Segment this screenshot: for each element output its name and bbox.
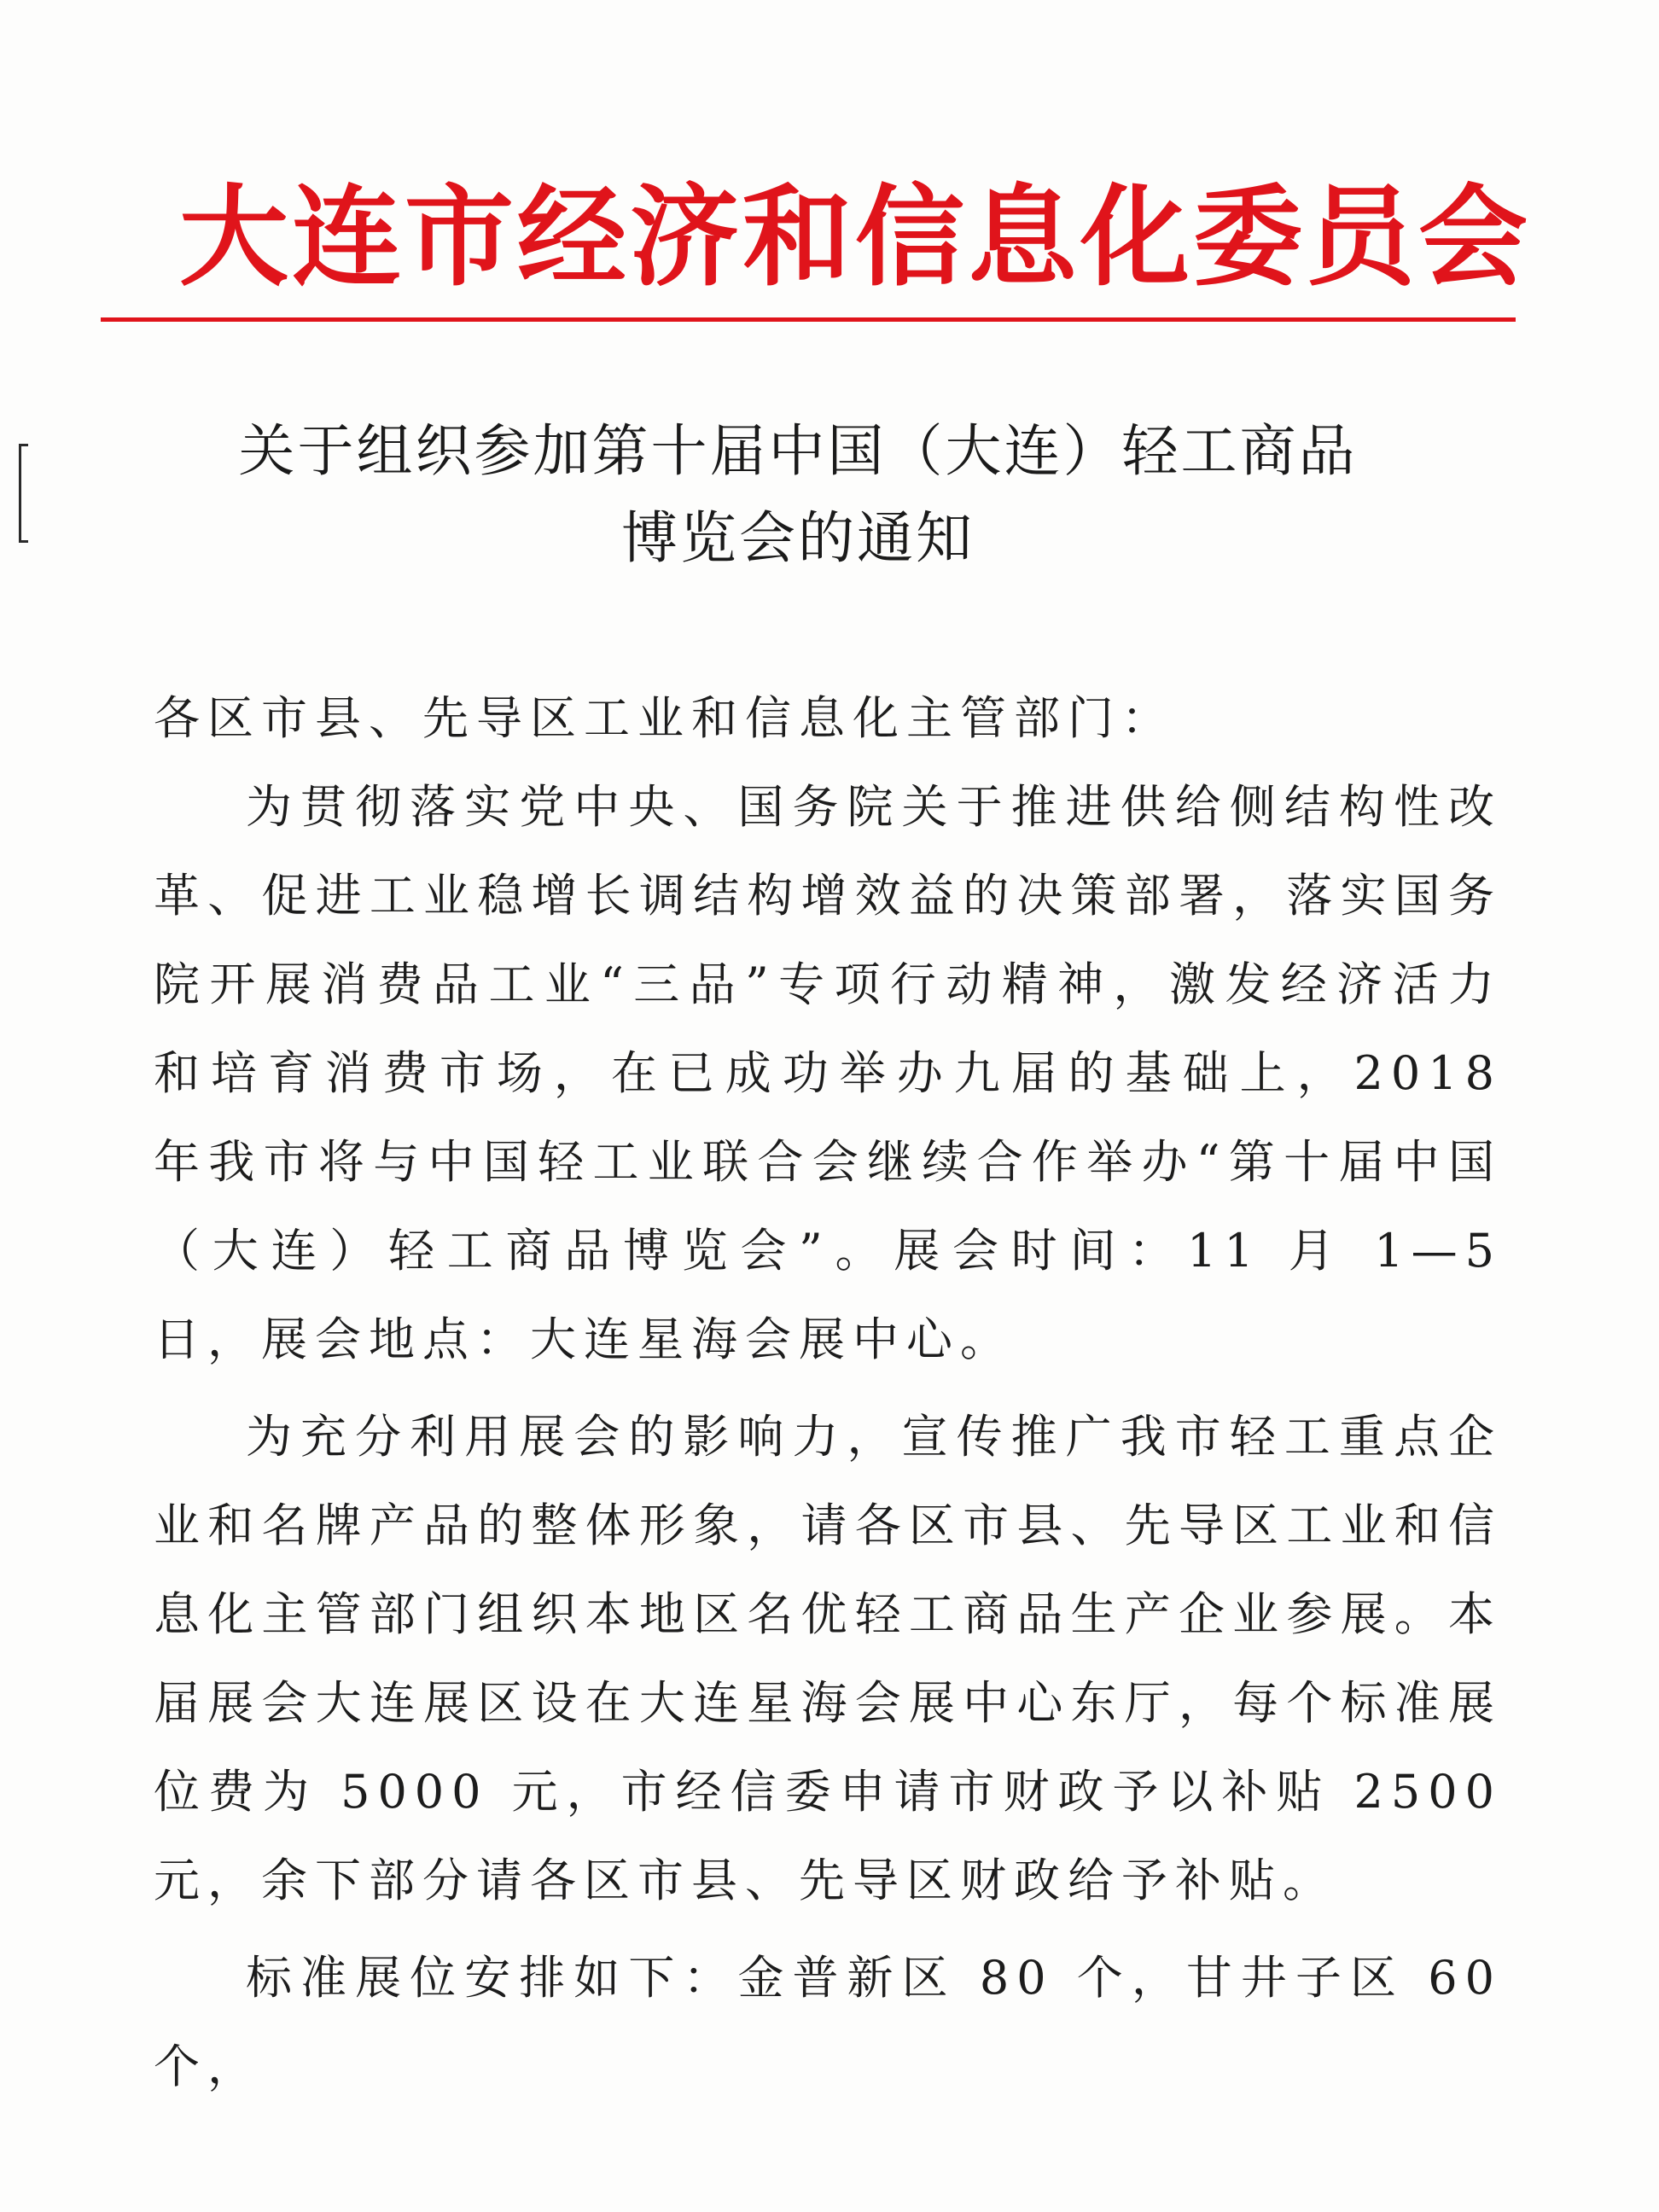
paragraph-3: 标准展位安排如下：金普新区 80 个，甘井子区 60 个， [154,1951,1502,2093]
letterhead-title: 大连市经济和信息化委员会 [179,173,1532,301]
paragraph-1: 为贯彻落实党中央、国务院关于推进供给侧结构性改革、促进工业稳增长调结构增效益的决策部署，落实国务院开展消费品工业“三品”专项行动精神，激发经济活力和培育消费市场，在已成功举办九届的基础上，2018 年我市将与中国轻工业联合会继续合作举办“第十届中国（大连）轻工商品博览会”。展会时间：11 月 1—5 日，展会地点：大连星海会展中心。 [154,780,1502,1366]
letterhead-red-rule [101,317,1516,322]
binding-mark [19,444,28,543]
paragraph-2: 为充分利用展会的影响力，宣传推广我市轻工重点企业和名牌产品的整体形象，请各区市县、先导区工业和信息化主管部门组织本地区名优轻工商品生产企业参展。本届展会大连展区设在大连星海会展中心东厅，每个标准展位费为 5000 元，市经信委申请市财政予以补贴 2500 元，余下部分请各区市县、先导区财政给予补贴。 [154,1410,1502,1907]
document-title-line-1: 关于组织参加第十届中国（大连）轻工商品 [238,418,1358,484]
document-title-line-2: 博览会的通知 [621,505,975,571]
document-title [128,408,1468,582]
document-body [154,674,1502,2111]
salutation: 各区市县、先导区工业和信息化主管部门： [154,691,1175,745]
